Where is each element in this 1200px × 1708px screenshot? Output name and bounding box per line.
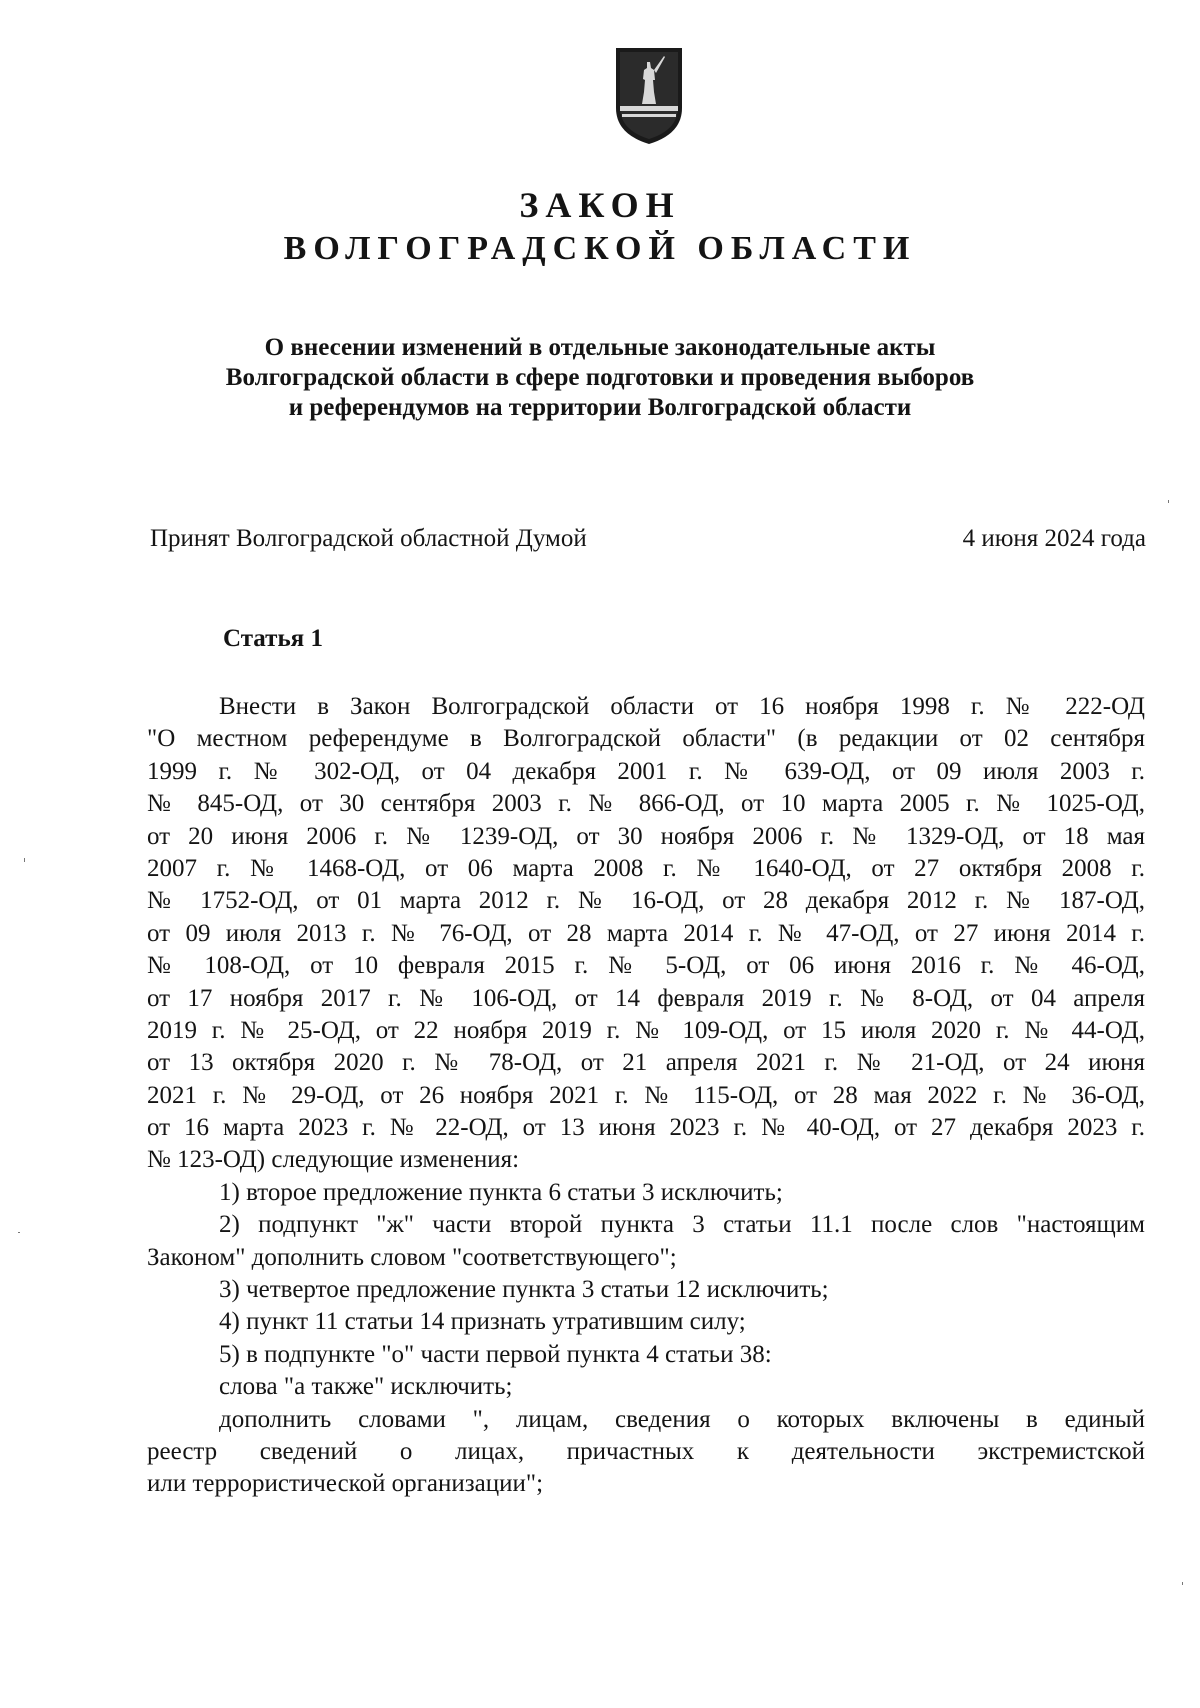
law-title: ЗАКОН xyxy=(519,185,681,225)
amendment-item-5-a: слова "а также" исключить; xyxy=(219,1373,513,1401)
amendment-item-5: 5) в подпункте "о" части первой пункта 4 статьи 38: xyxy=(219,1340,772,1368)
adoption-date: 4 июня 2024 года xyxy=(962,525,1146,552)
amendment-item-5-b-end: или террористической организации"; xyxy=(147,1470,544,1498)
paragraph-line: № 845-ОД, от 30 сентября 2003 г. № 866-ОД, от 10 марта 2005 г. № 1025-ОД, xyxy=(147,790,1145,818)
paragraph-line: Внести в Закон Волгоградской области от 16 ноября 1998 г. № 222-ОД xyxy=(219,693,1145,720)
subject-line: О внесении изменений в отдельные законодательные акты xyxy=(264,334,936,361)
paragraph-line: 1999 г. № 302-ОД, от 04 декабря 2001 г. № 639-ОД, от 09 июля 2003 г. xyxy=(147,757,1145,785)
paragraph-line: от 17 ноября 2017 г. № 106-ОД, от 14 февраля 2019 г. № 8-ОД, от 04 апреля xyxy=(147,984,1145,1012)
amendment-item-2: 2) подпункт "ж" части второй пункта 3 статьи 11.1 после слов "настоящим xyxy=(219,1211,1145,1239)
amendment-item-2-continued: Законом" дополнить словом "соответствующего"; xyxy=(147,1243,677,1271)
paragraph-line: 2007 г. № 1468-ОД, от 06 марта 2008 г. № 1640-ОД, от 27 октября 2008 г. xyxy=(147,854,1145,882)
paragraph-line: 2021 г. № 29-ОД, от 26 ноября 2021 г. № 115-ОД, от 28 мая 2022 г. № 36-ОД, xyxy=(147,1081,1145,1109)
law-region: ВОЛГОГРАДСКОЙ ОБЛАСТИ xyxy=(283,230,917,267)
subject-line: Волгоградской области в сфере подготовки и проведения выборов xyxy=(225,364,975,391)
paragraph-line: 2019 г. № 25-ОД, от 22 ноября 2019 г. № 109-ОД, от 15 июля 2020 г. № 44-ОД, xyxy=(147,1016,1145,1044)
scan-speck xyxy=(24,858,25,862)
subject-line: и референдумов на территории Волгоградской области xyxy=(288,394,912,421)
article-body xyxy=(147,691,1145,1501)
paragraph-line: № 123-ОД) следующие изменения: xyxy=(147,1146,520,1174)
amendment-item-5-b-continued: реестр сведений о лицах, причастных к деятельности экстремистской xyxy=(147,1437,1145,1465)
paragraph-line: от 09 июля 2013 г. № 76-ОД, от 28 марта 2014 г. № 47-ОД, от 27 июня 2014 г. xyxy=(147,919,1145,947)
paragraph-line: от 20 июня 2006 г. № 1239-ОД, от 30 ноября 2006 г. № 1329-ОД, от 18 мая xyxy=(147,822,1145,850)
amendment-item-4: 4) пункт 11 статьи 14 признать утратившим силу; xyxy=(219,1308,746,1336)
amendment-item-3: 3) четвертое предложение пункта 3 статьи 12 исключить; xyxy=(219,1276,829,1304)
paragraph-line: от 16 марта 2023 г. № 22-ОД, от 13 июня 2023 г. № 40-ОД, от 27 декабря 2023 г. xyxy=(147,1114,1145,1142)
paragraph-line: "О местном референдуме в Волгоградской области" (в редакции от 02 сентября xyxy=(147,725,1145,753)
paragraph-line: № 1752-ОД, от 01 марта 2012 г. № 16-ОД, от 28 декабря 2012 г. № 187-ОД, xyxy=(147,887,1145,915)
scan-speck xyxy=(18,1232,20,1233)
volgograd-coat-of-arms-icon xyxy=(614,46,684,146)
paragraph-line: № 108-ОД, от 10 февраля 2015 г. № 5-ОД, от 06 июня 2016 г. № 46-ОД, xyxy=(147,952,1145,980)
law-subject xyxy=(150,333,1050,423)
scan-speck xyxy=(1168,500,1169,503)
paragraph-line: от 13 октября 2020 г. № 78-ОД, от 21 апреля 2021 г. № 21-ОД, от 24 июня xyxy=(147,1049,1145,1077)
article-heading: Статья 1 xyxy=(223,625,323,652)
amendment-item-1: 1) второе предложение пункта 6 статьи 3 исключить; xyxy=(219,1178,783,1206)
adopted-by: Принят Волгоградской областной Думой xyxy=(150,525,587,552)
amendment-item-5-b: дополнить словами ", лицам, сведения о которых включены в единый xyxy=(219,1405,1145,1433)
scan-speck xyxy=(1182,1582,1183,1585)
